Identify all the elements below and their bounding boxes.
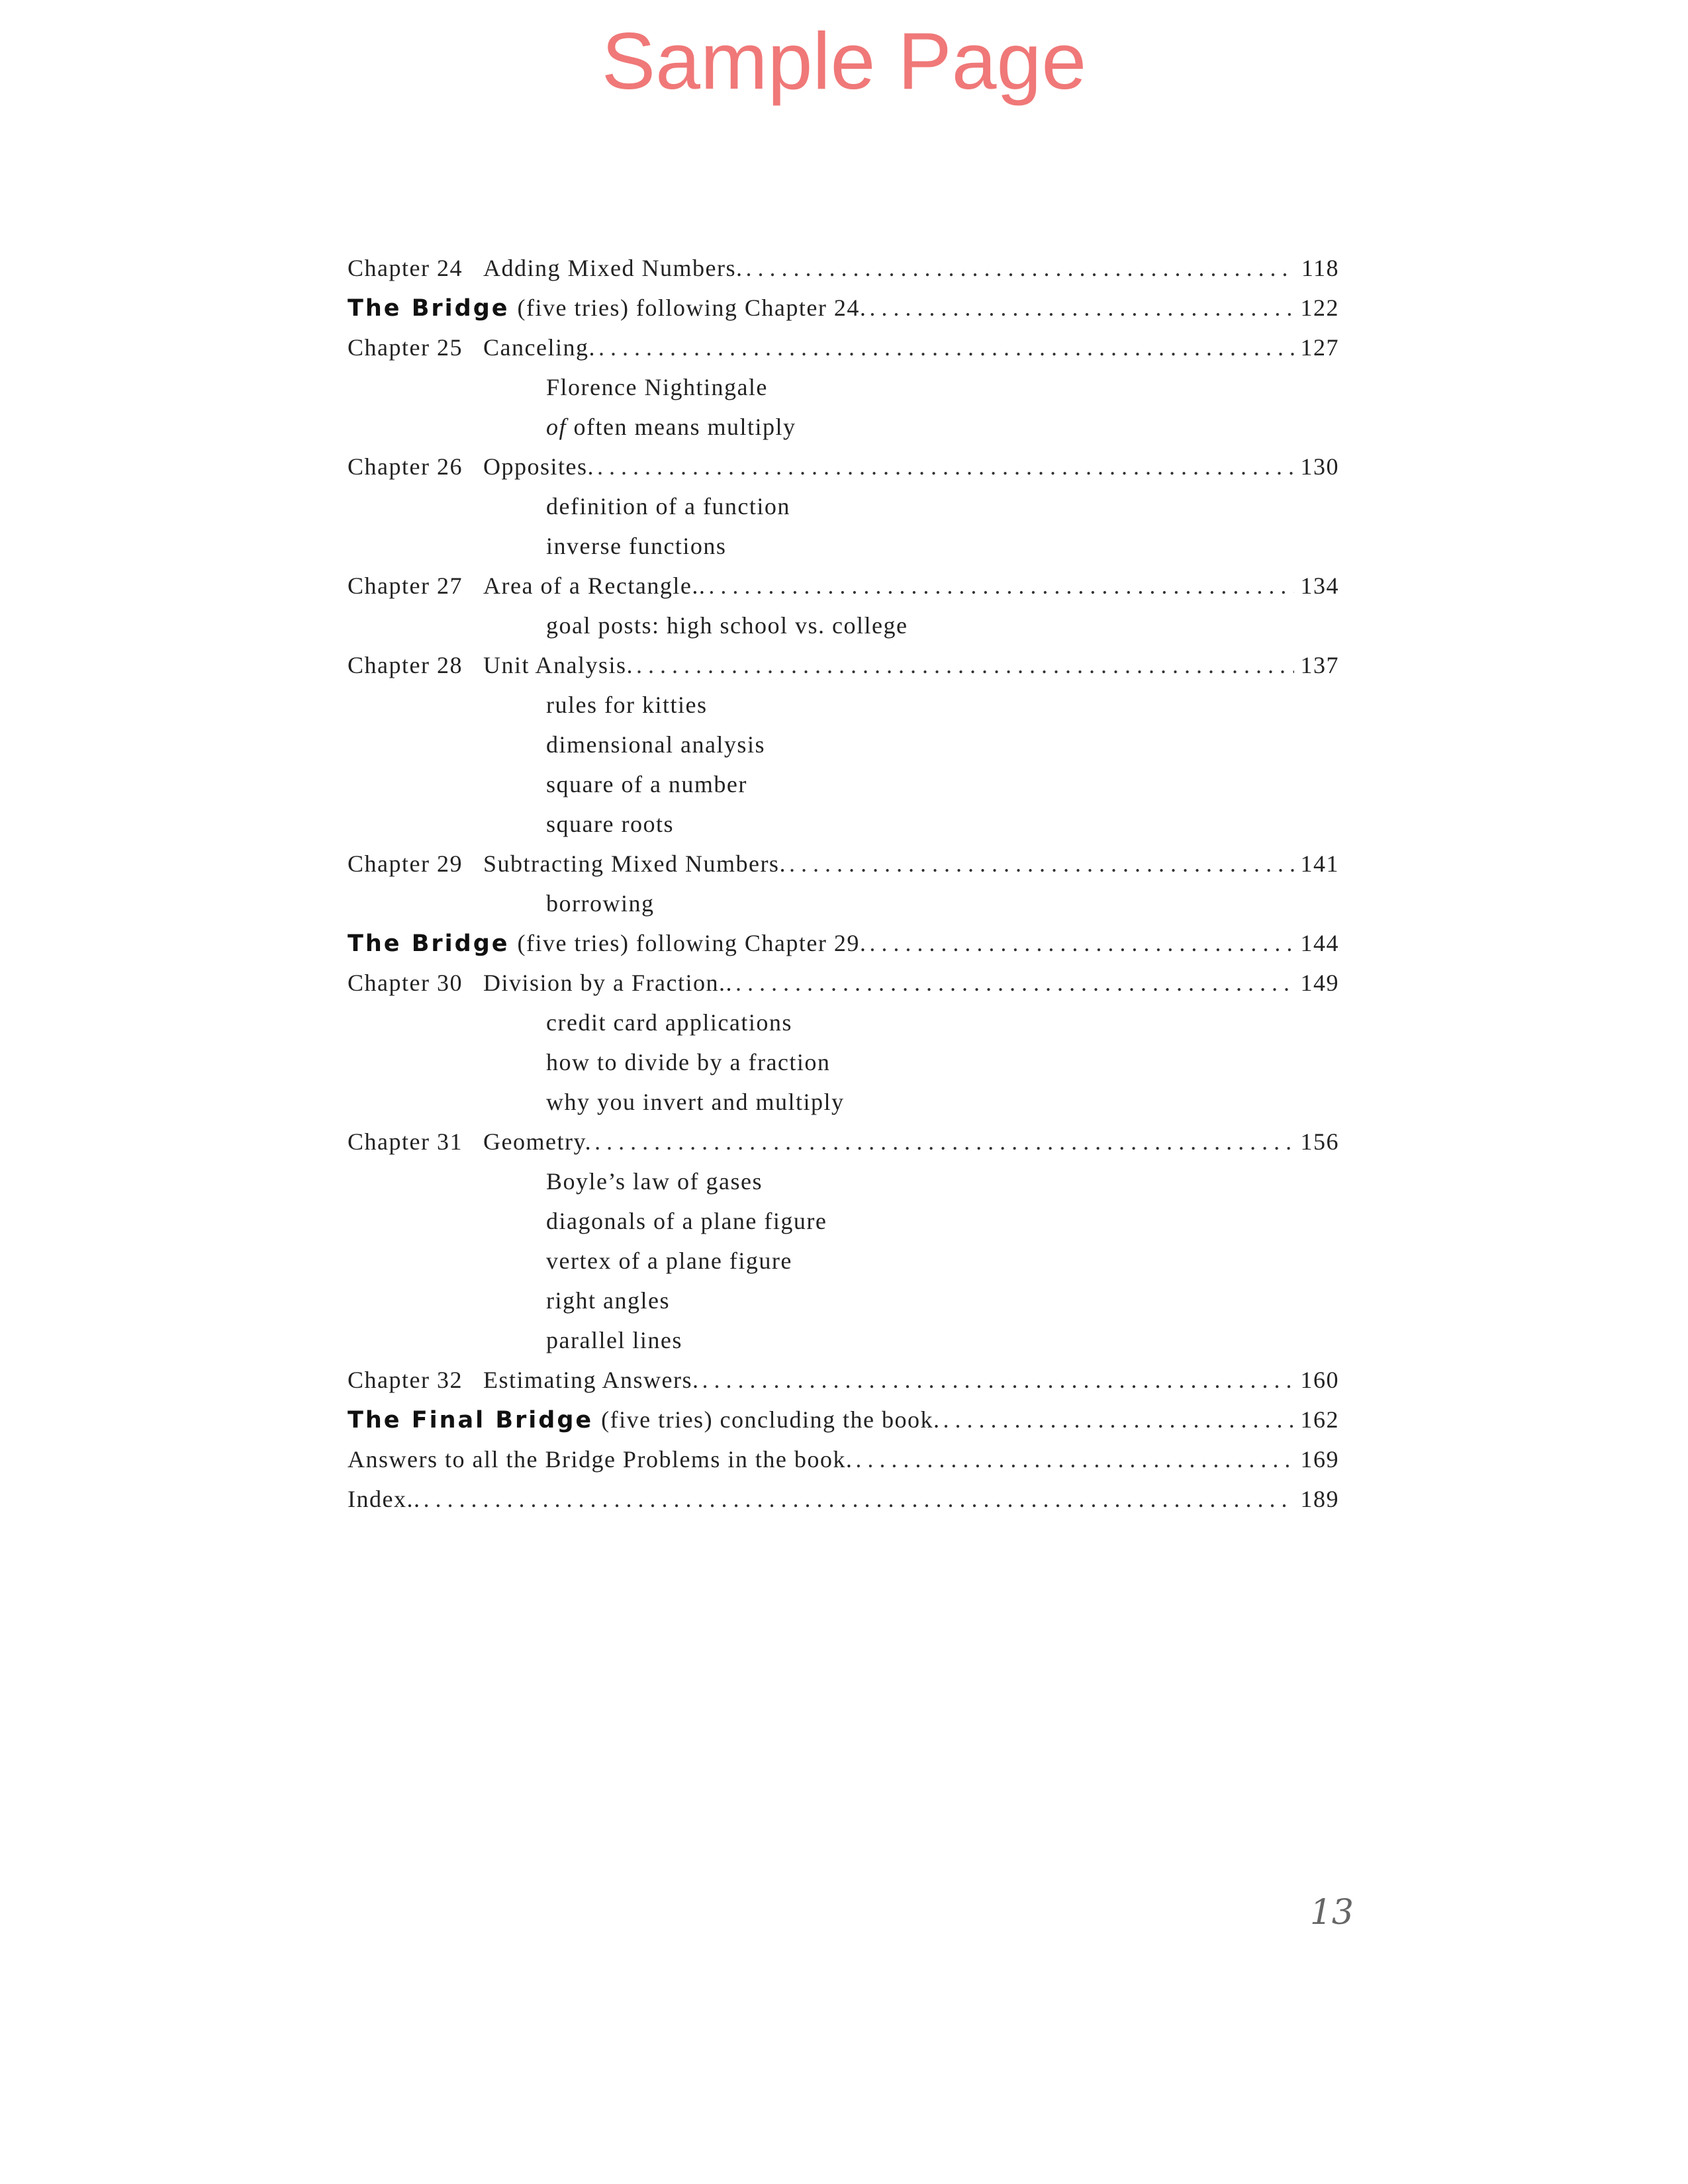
toc-entry-index[interactable] <box>348 1479 1339 1519</box>
toc-subtopic: credit card applications <box>546 1009 792 1036</box>
subtopic-text: often means multiply <box>573 414 796 440</box>
page-ref: 127 <box>1300 334 1339 361</box>
chapter-title: Division by a Fraction.. <box>483 970 733 996</box>
dot-leader <box>594 1122 1294 1161</box>
toc-entry-bridge-29[interactable] <box>348 923 1339 963</box>
toc-subtopic: goal posts: high school vs. college <box>546 612 908 639</box>
dot-leader <box>598 328 1294 367</box>
toc-subtopic: vertex of a plane figure <box>546 1248 792 1274</box>
bridge-description: (five tries) following Chapter 29. <box>517 930 867 956</box>
page-ref: 141 <box>1300 850 1339 877</box>
toc-subtopic: rules for kitties <box>546 692 708 718</box>
dot-leader <box>869 923 1294 963</box>
page-number: 13 <box>1309 1893 1354 1933</box>
chapter-title: Canceling. <box>483 334 596 361</box>
toc-entry-chapter-26[interactable] <box>348 447 1339 486</box>
page-ref: 118 <box>1301 255 1339 281</box>
chapter-title: Subtracting Mixed Numbers. <box>483 850 786 877</box>
toc-subtopic: square roots <box>546 811 674 837</box>
dot-leader <box>702 1360 1294 1400</box>
dot-leader <box>943 1400 1295 1439</box>
chapter-label: Chapter 26 <box>348 453 463 480</box>
toc-entry-answers[interactable] <box>348 1439 1339 1479</box>
chapter-title: Adding Mixed Numbers. <box>483 255 743 281</box>
sample-page-watermark: Sample Page <box>601 16 1087 106</box>
toc-subtopic: why you invert and multiply <box>546 1089 845 1115</box>
dot-leader <box>597 447 1294 486</box>
page-ref: 162 <box>1300 1406 1339 1433</box>
index-title: Index.. <box>348 1486 421 1512</box>
dot-leader <box>636 645 1294 685</box>
chapter-title: Estimating Answers. <box>483 1367 700 1393</box>
dot-leader <box>855 1439 1294 1479</box>
dot-leader <box>708 566 1294 606</box>
chapter-label: Chapter 32 <box>348 1367 463 1393</box>
toc-subtopic: Boyle’s law of gases <box>546 1168 763 1195</box>
chapter-label: Chapter 30 <box>348 970 463 996</box>
page-ref: 189 <box>1300 1486 1339 1512</box>
bridge-title: The Bridge <box>348 931 510 957</box>
toc-entry-chapter-24[interactable] <box>348 248 1339 288</box>
chapter-title: Geometry. <box>483 1128 592 1155</box>
chapter-label: Chapter 31 <box>348 1128 463 1155</box>
dot-leader <box>869 288 1294 328</box>
page-ref: 169 <box>1300 1446 1339 1473</box>
dot-leader <box>745 248 1294 288</box>
bridge-description: (five tries) following Chapter 24. <box>517 295 867 321</box>
toc-entry-chapter-31[interactable] <box>348 1122 1339 1161</box>
dot-leader <box>789 844 1294 884</box>
page-ref: 134 <box>1300 572 1339 599</box>
page-ref: 130 <box>1300 453 1339 480</box>
toc-entry-chapter-29[interactable] <box>348 844 1339 884</box>
chapter-title: Unit Analysis. <box>483 652 634 678</box>
toc-subtopic: parallel lines <box>546 1327 682 1353</box>
page-ref: 160 <box>1300 1367 1339 1393</box>
toc-subtopic: inverse functions <box>546 533 727 559</box>
page-ref: 122 <box>1300 295 1339 321</box>
toc-subtopic: definition of a function <box>546 493 790 520</box>
toc-entry-chapter-30[interactable] <box>348 963 1339 1003</box>
page-ref: 156 <box>1300 1128 1339 1155</box>
page-ref: 144 <box>1300 930 1339 956</box>
toc-subtopic: diagonals of a plane figure <box>546 1208 827 1234</box>
chapter-title: Opposites. <box>483 453 594 480</box>
page-ref: 137 <box>1300 652 1339 678</box>
chapter-label: Chapter 29 <box>348 850 463 877</box>
toc-entry-bridge-24[interactable] <box>348 288 1339 328</box>
final-bridge-title: The Final Bridge <box>348 1407 594 1433</box>
dot-leader <box>735 963 1294 1003</box>
chapter-label: Chapter 27 <box>348 572 463 599</box>
bridge-description: (five tries) concluding the book. <box>601 1406 941 1433</box>
toc-subtopic: dimensional analysis <box>546 731 765 758</box>
toc-subtopic: how to divide by a fraction <box>546 1049 831 1075</box>
toc-subtopic: borrowing <box>546 890 655 917</box>
toc-subtopic: right angles <box>546 1287 670 1314</box>
page-ref: 149 <box>1300 970 1339 996</box>
italic-of: of <box>546 414 567 440</box>
toc-entry-chapter-32[interactable] <box>348 1360 1339 1400</box>
toc-entry-chapter-27[interactable] <box>348 566 1339 606</box>
toc-entry-final-bridge[interactable] <box>348 1400 1339 1439</box>
table-of-contents <box>348 248 1339 1519</box>
chapter-label: Chapter 25 <box>348 334 463 361</box>
toc-subtopic: square of a number <box>546 771 747 797</box>
answers-title: Answers to all the Bridge Problems in the book. <box>348 1446 853 1473</box>
chapter-title: Area of a Rectangle.. <box>483 572 706 599</box>
toc-entry-chapter-25[interactable] <box>348 328 1339 367</box>
toc-subtopic <box>348 407 1339 447</box>
chapter-label: Chapter 24 <box>348 255 463 281</box>
toc-entry-chapter-28[interactable] <box>348 645 1339 685</box>
bridge-title: The Bridge <box>348 295 510 322</box>
chapter-label: Chapter 28 <box>348 652 463 678</box>
dot-leader <box>423 1479 1294 1519</box>
toc-subtopic: Florence Nightingale <box>546 374 768 400</box>
